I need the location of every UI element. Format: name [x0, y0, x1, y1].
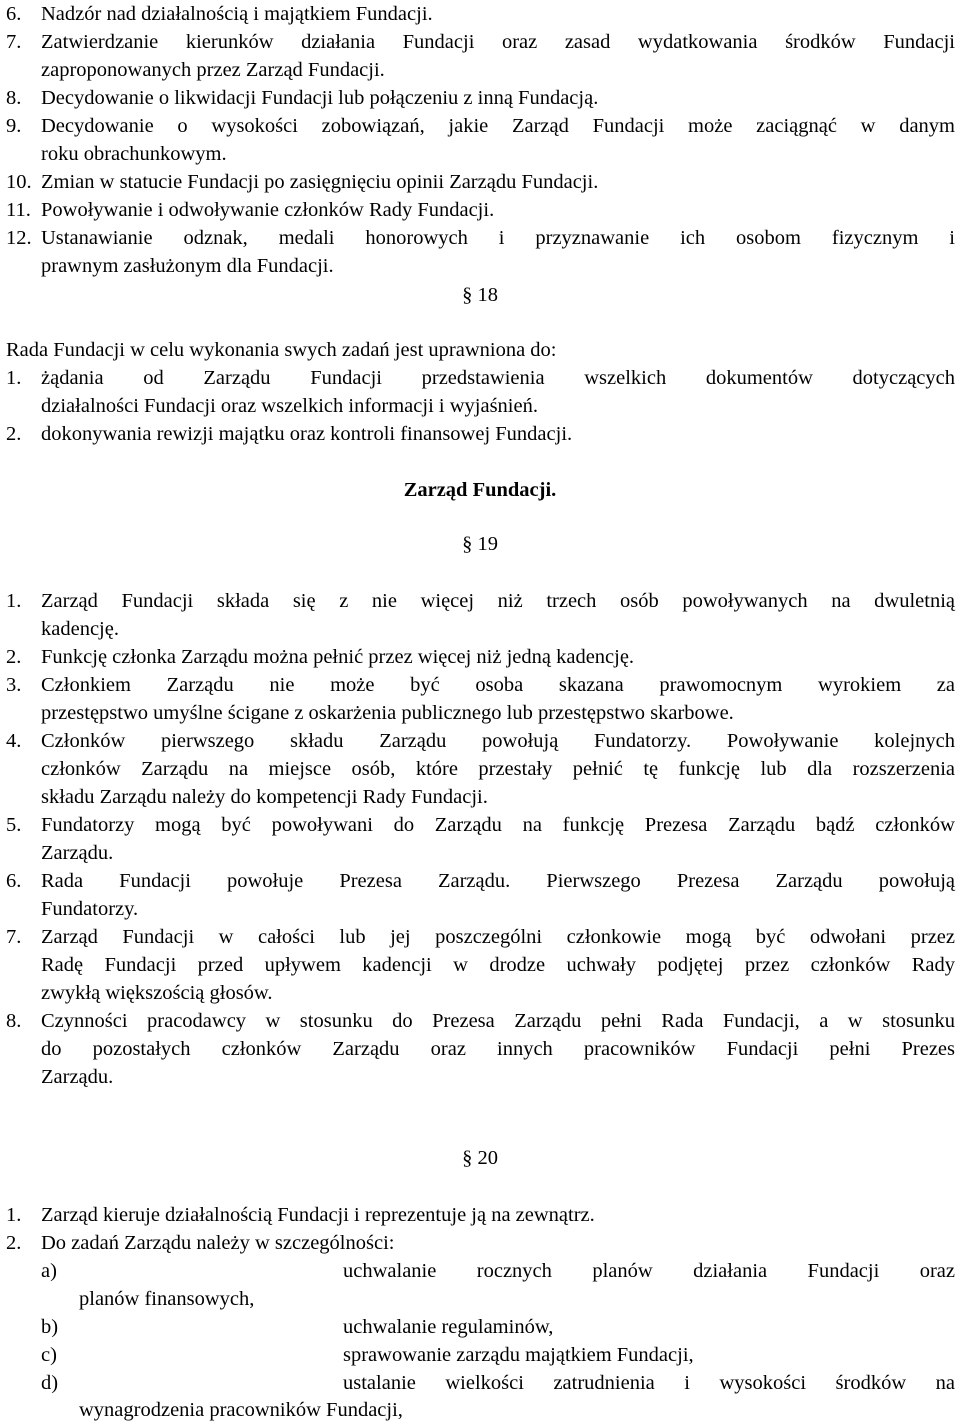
item-text: Zarząd kieruje działalnością Fundacji i reprezentuje ją na zewnątrz. [41, 1204, 595, 1226]
list-item-continuation [0, 951, 960, 979]
sub-item-text: wynagrodzenia pracowników Fundacji, [79, 1399, 403, 1421]
list-item [0, 0, 960, 28]
list-item [0, 420, 960, 448]
list-item-continuation [0, 56, 960, 84]
item-text: działalności Fundacji oraz wszelkich informacji i wyjaśnień. [41, 395, 538, 417]
list-item [0, 923, 960, 951]
sub-item-text: planów finansowych, [79, 1288, 255, 1310]
item-number: 1. [6, 590, 22, 612]
item-text: Rada Fundacji powołuje Prezesa Zarządu. Pierwszego Prezesa Zarządu powołują [41, 870, 955, 892]
item-number: 10. [6, 171, 32, 193]
item-number: 1. [6, 1204, 22, 1226]
item-text: Zmian w statucie Fundacji po zasięgnięciu opinii Zarządu Fundacji. [41, 171, 599, 193]
list-item-continuation [0, 755, 960, 783]
list-item-continuation [0, 1063, 960, 1091]
item-text: składu Zarządu należy do kompetencji Rady Fundacji. [41, 786, 488, 808]
item-text: Fundatorzy mogą być powoływani do Zarządu na funkcję Prezesa Zarządu bądź członków [41, 814, 955, 836]
item-text: Fundatorzy. [41, 898, 139, 920]
item-number: 8. [6, 87, 22, 109]
list-item-continuation [0, 252, 960, 280]
item-number: 9. [6, 115, 22, 137]
list-item-continuation [0, 783, 960, 811]
sub-item-letter: c) [41, 1344, 57, 1366]
section-heading-20: § 20 [462, 1147, 498, 1169]
sub-item [0, 1257, 960, 1285]
list-item [0, 587, 960, 615]
section-heading-19: § 19 [462, 533, 498, 555]
item-text: roku obrachunkowym. [41, 143, 227, 165]
list-item [0, 224, 960, 252]
item-text: do pozostałych członków Zarządu oraz innych pracowników Fundacji pełni Prezes [41, 1038, 955, 1060]
list-item-continuation [0, 979, 960, 1007]
item-number: 3. [6, 674, 22, 696]
list-item-continuation [0, 615, 960, 643]
list-item [0, 867, 960, 895]
list-item-continuation [0, 839, 960, 867]
item-number: 2. [6, 423, 22, 445]
sub-item-continuation [0, 1396, 960, 1424]
sub-item [0, 1369, 960, 1397]
sub-item-letter: a) [41, 1260, 57, 1282]
list-item [0, 727, 960, 755]
paragraph-text: Rada Fundacji w celu wykonania swych zadań jest uprawniona do: [6, 339, 557, 361]
section-heading-18: § 18 [462, 284, 498, 306]
list-item [0, 671, 960, 699]
item-text: członków Zarządu na miejsce osób, które przestały pełnić tę funkcję lub dla rozszerzenia [41, 758, 955, 780]
sub-item-text: ustalanie wielkości zatrudnienia i wysokości środków na [343, 1372, 955, 1394]
item-text: Zarząd Fundacji w całości lub jej poszczególni członkowie mogą być odwołani przez [41, 926, 955, 948]
item-text: Funkcję członka Zarządu można pełnić przez więcej niż jedną kadencję. [41, 646, 635, 668]
item-number: 7. [6, 31, 22, 53]
item-number: 12. [6, 227, 32, 249]
list-item-continuation [0, 699, 960, 727]
item-number: 8. [6, 1010, 22, 1032]
item-number: 2. [6, 646, 22, 668]
item-text: przestępstwo umyślne ścigane z oskarżenia publicznego lub przestępstwo skarbowe. [41, 702, 734, 724]
item-number: 6. [6, 3, 22, 25]
sub-item-text: uchwalanie rocznych planów działania Fundacji oraz [343, 1260, 955, 1282]
item-text: dokonywania rewizji majątku oraz kontroli finansowej Fundacji. [41, 423, 573, 445]
list-item [0, 1007, 960, 1035]
item-text: Ustanawianie odznak, medali honorowych i przyznawanie ich osobom fizycznym i [41, 227, 955, 249]
chapter-heading: Zarząd Fundacji. [403, 479, 557, 501]
item-text: Zarządu. [41, 842, 114, 864]
list-item [0, 112, 960, 140]
list-item-continuation [0, 1035, 960, 1063]
sub-item-letter: d) [41, 1372, 59, 1394]
item-number: 6. [6, 870, 22, 892]
list-item [0, 1229, 960, 1257]
item-text: zaproponowanych przez Zarząd Fundacji. [41, 59, 385, 81]
list-item [0, 811, 960, 839]
list-item-continuation [0, 392, 960, 420]
item-number: 5. [6, 814, 22, 836]
paragraph [0, 336, 960, 364]
list-item [0, 196, 960, 224]
item-number: 1. [6, 367, 22, 389]
list-item [0, 168, 960, 196]
sub-item-continuation [0, 1285, 960, 1313]
item-text: prawnym zasłużonym dla Fundacji. [41, 255, 334, 277]
sub-item [0, 1341, 960, 1369]
item-text: Czynności pracodawcy w stosunku do Prezesa Zarządu pełni Rada Fundacji, a w stosunku [41, 1010, 955, 1032]
sub-item-letter: b) [41, 1316, 59, 1338]
item-text: zwykłą większością głosów. [41, 982, 273, 1004]
item-number: 7. [6, 926, 22, 948]
item-number: 11. [6, 199, 31, 221]
item-text: Decydowanie o wysokości zobowiązań, jakie Zarząd Fundacji może zaciągnąć w danym [41, 115, 955, 137]
item-text: Członkiem Zarządu nie może być osoba skazana prawomocnym wyrokiem za [41, 674, 955, 696]
list-item-continuation [0, 140, 960, 168]
sub-item [0, 1313, 960, 1341]
list-item [0, 28, 960, 56]
item-text: Zarządu. [41, 1066, 114, 1088]
sub-item-text: uchwalanie regulaminów, [343, 1316, 554, 1338]
sub-item-text: sprawowanie zarządu majątkiem Fundacji, [343, 1344, 694, 1366]
list-item [0, 1201, 960, 1229]
list-item-continuation [0, 895, 960, 923]
item-text: Radę Fundacji przed upływem kadencji w drodze uchwały podjętej przez członków Rady [41, 954, 955, 976]
list-item [0, 84, 960, 112]
item-text: Decydowanie o likwidacji Fundacji lub połączeniu z inną Fundacją. [41, 87, 599, 109]
item-text: Zarząd Fundacji składa się z nie więcej niż trzech osób powoływanych na dwuletnią [41, 590, 955, 612]
item-text: żądania od Zarządu Fundacji przedstawienia wszelkich dokumentów dotyczących [41, 367, 955, 389]
list-item [0, 364, 960, 392]
item-text: Członków pierwszego składu Zarządu powołują Fundatorzy. Powoływanie kolejnych [41, 730, 955, 752]
item-text: kadencję. [41, 618, 119, 640]
item-number: 2. [6, 1232, 22, 1254]
item-text: Do zadań Zarządu należy w szczególności: [41, 1232, 395, 1254]
item-text: Nadzór nad działalnością i majątkiem Fundacji. [41, 3, 433, 25]
list-item [0, 643, 960, 671]
item-text: Zatwierdzanie kierunków działania Fundacji oraz zasad wydatkowania środków Fundacji [41, 31, 955, 53]
item-text: Powoływanie i odwoływanie członków Rady Fundacji. [41, 199, 495, 221]
item-number: 4. [6, 730, 22, 752]
